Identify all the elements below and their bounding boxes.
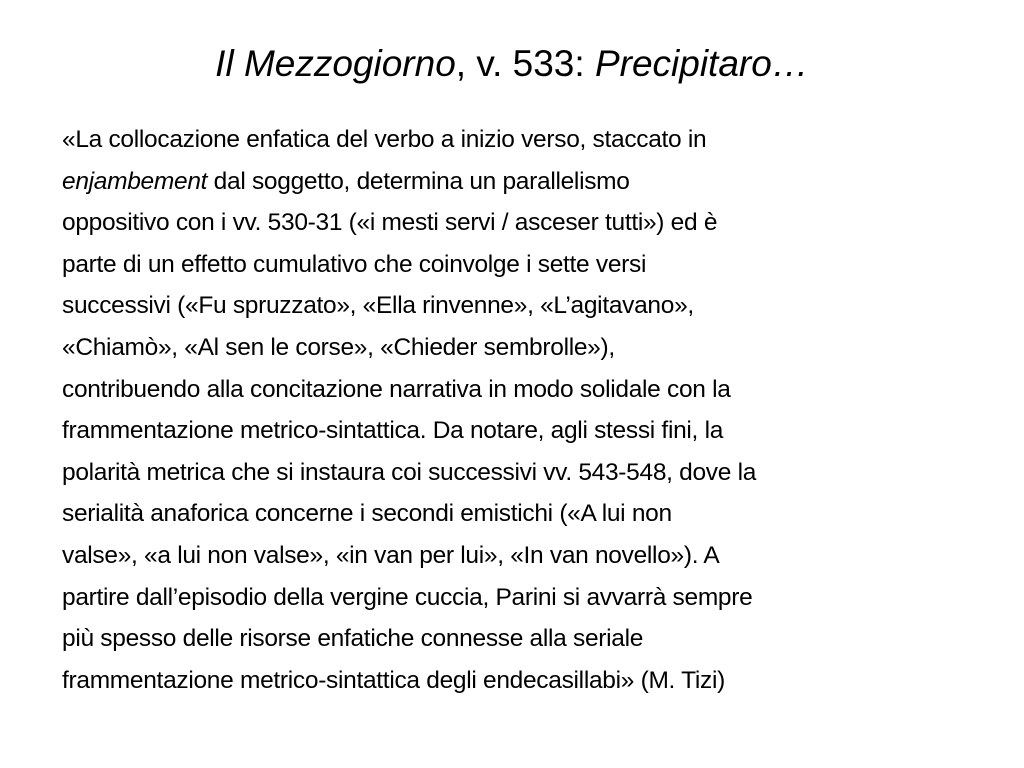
body-line: «La collocazione enfatica del verbo a inizio verso, staccato in — [62, 126, 707, 153]
title-quoted-word: Precipitaro… — [594, 43, 809, 84]
body-line: serialità anaforica concerne i secondi emistichi («A lui non — [62, 500, 672, 528]
slide-body-quote — [62, 119, 966, 701]
body-line: frammentazione metrico-sintattica. Da notare, agli stessi fini, la — [62, 417, 724, 445]
body-line: più spesso delle risorse enfatiche connesse alla seriale — [62, 625, 644, 653]
body-line: valse», «a lui non valse», «in van per lui», «In van novello»). A — [62, 541, 720, 569]
body-line: successivi («Fu spruzzato», «Ella rinvenne», «L’agitavano», — [62, 292, 694, 320]
body-line: polarità metrica che si instaura coi successivi vv. 543-548, dove la — [62, 458, 757, 486]
body-line: frammentazione metrico-sintattica degli endecasillabi» (M. Tizi) — [62, 666, 725, 694]
title-verse-ref: , v. 533: — [455, 43, 595, 84]
body-line: oppositivo con i vv. 530-31 («i mesti servi / asceser tutti») ed è — [62, 209, 718, 237]
body-line-text: dal soggetto, determina un parallelismo — [207, 167, 630, 195]
body-italic-term: enjambement — [62, 167, 208, 195]
title-work-name: Il Mezzogiorno — [215, 43, 456, 84]
slide-title — [40, 38, 984, 90]
body-line: «Chiamò», «Al sen le corse», «Chieder sembrolle»), — [62, 333, 615, 361]
body-line: contribuendo alla concitazione narrativa in modo solidale con la — [62, 375, 731, 403]
body-line — [62, 161, 966, 203]
body-line: partire dall’episodio della vergine cuccia, Parini si avvarrà sempre — [62, 583, 753, 611]
body-line: parte di un effetto cumulativo che coinvolge i sette versi — [62, 250, 647, 278]
